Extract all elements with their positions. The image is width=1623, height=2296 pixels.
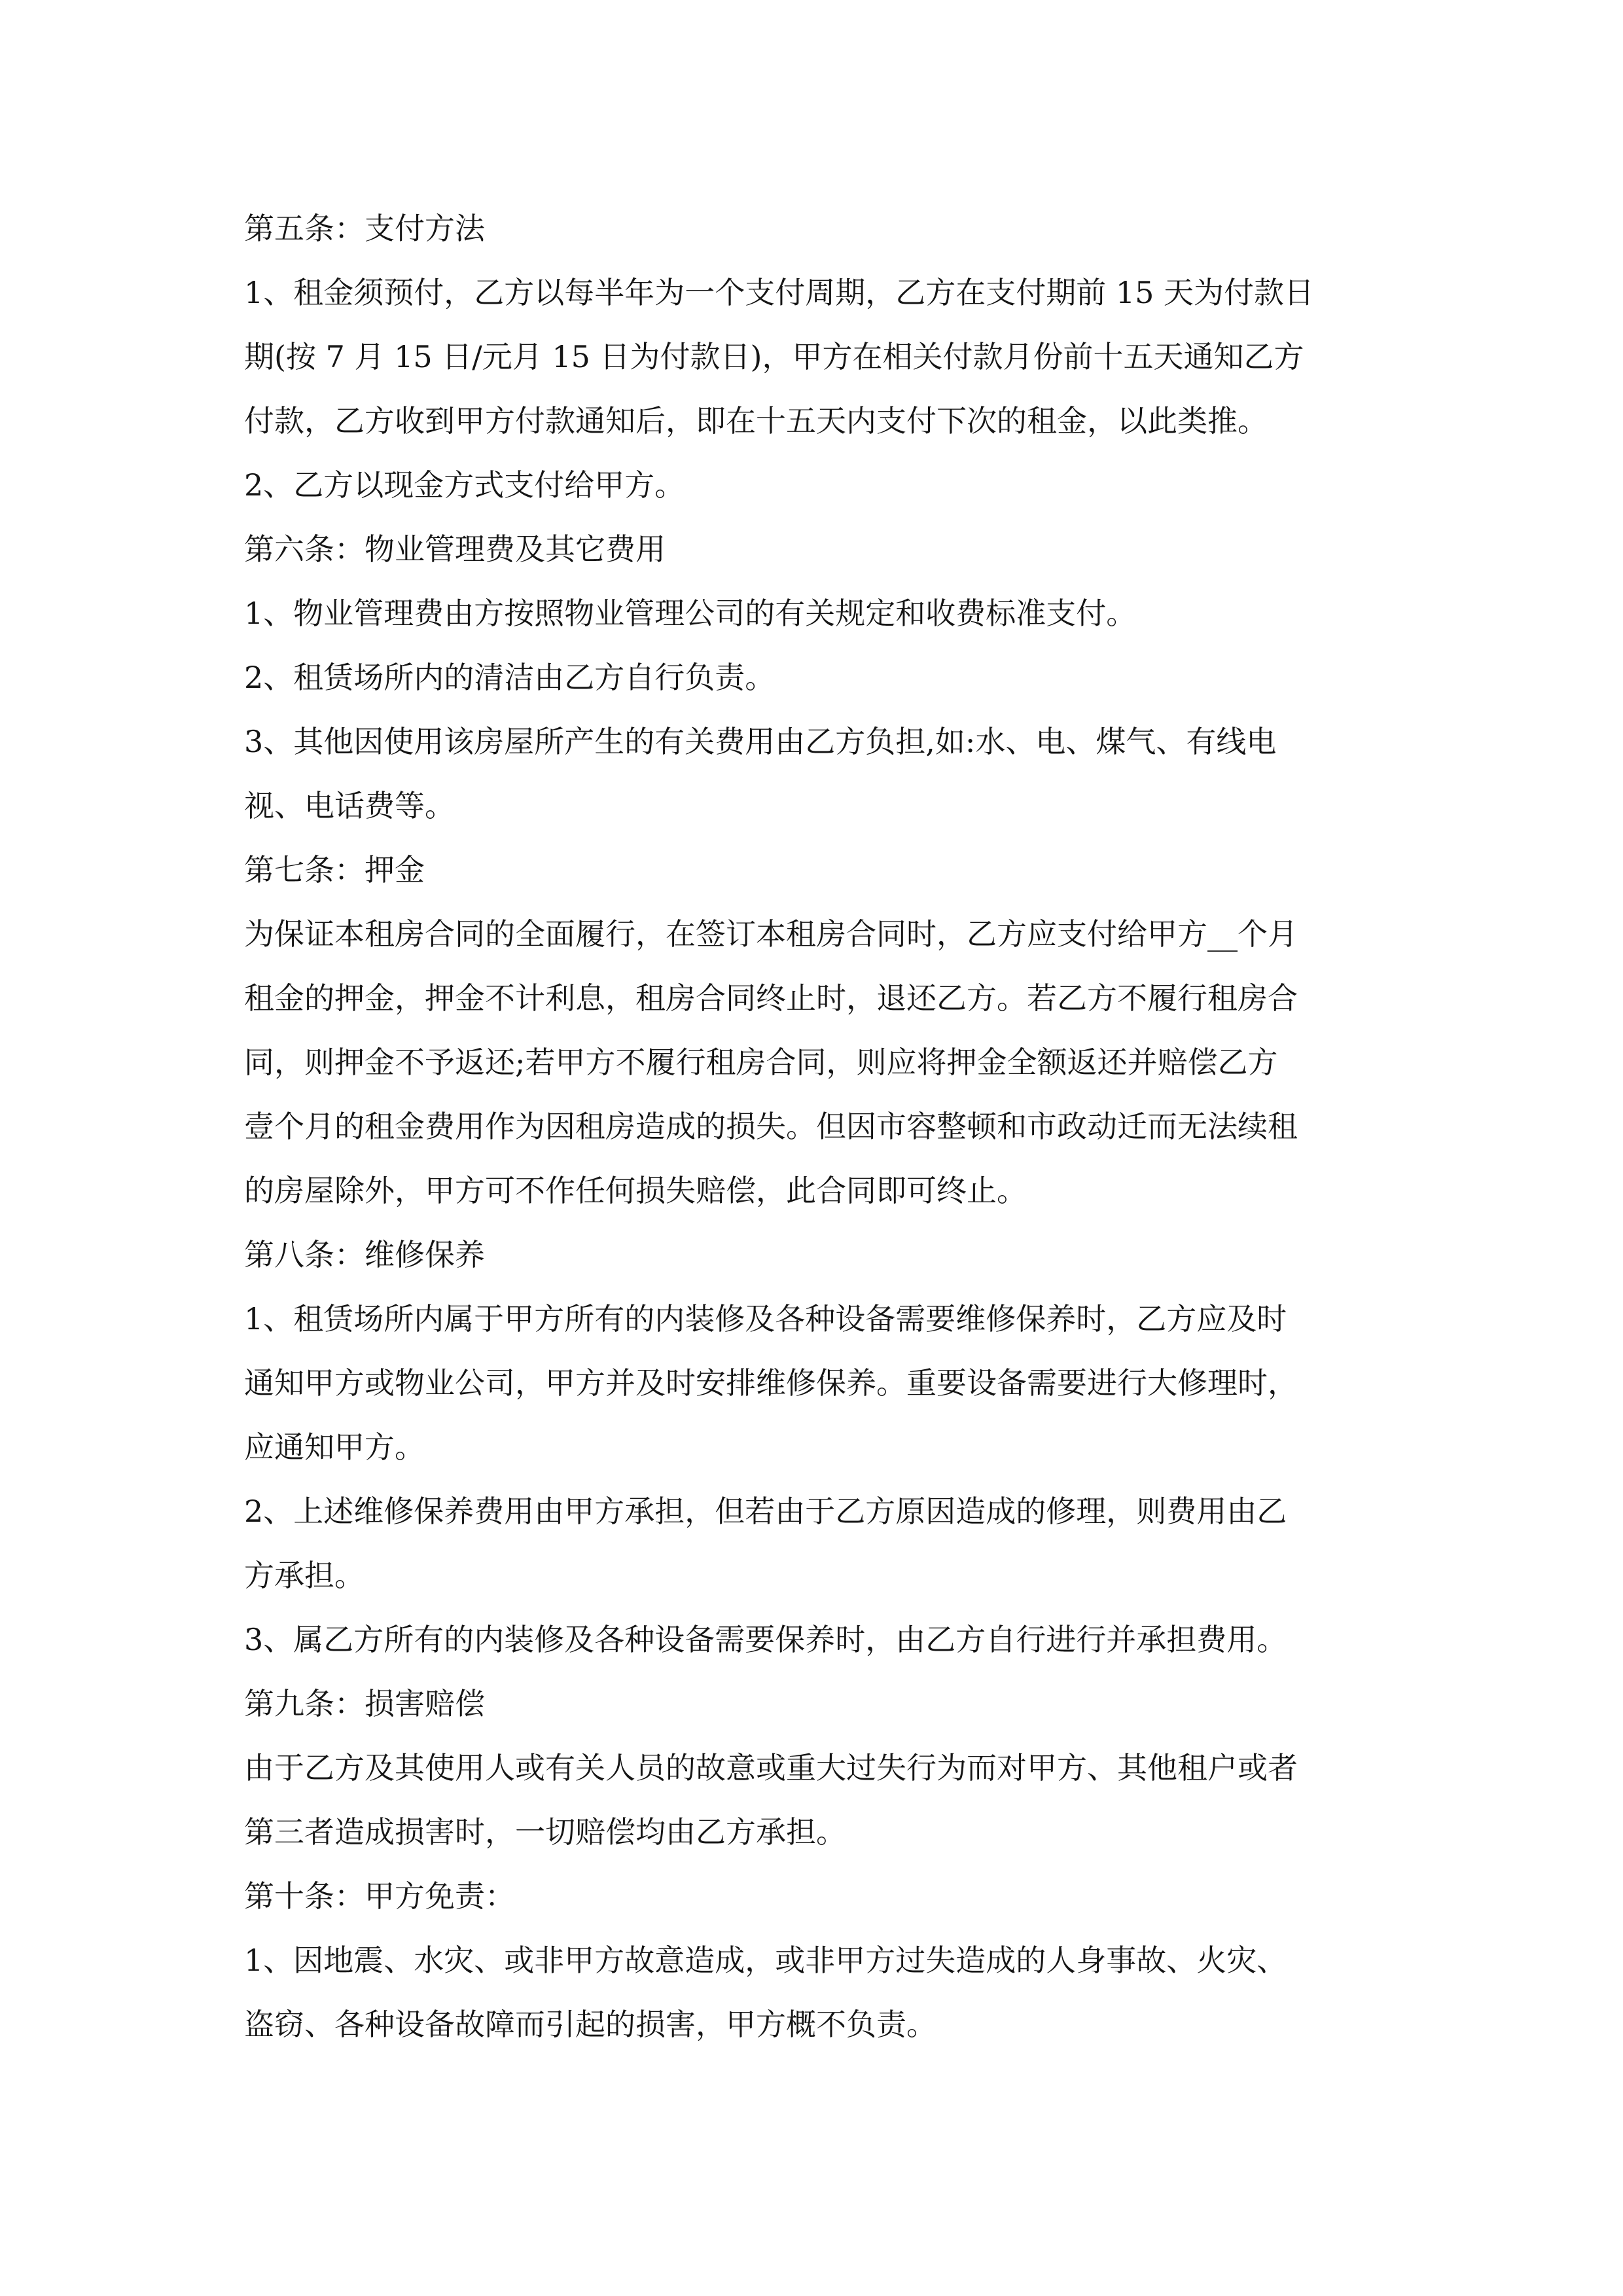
paragraph-line: 由于乙方及其使用人或有关人员的故意或重大过失行为而对甲方、其他租户或者	[244, 1750, 1298, 1785]
paragraph-line: 视、电话费等。	[244, 788, 455, 823]
document-body	[244, 196, 1386, 2056]
paragraph-line: 同，则押金不予返还;若甲方不履行租房合同，则应将押金全额返还并赔偿乙方	[244, 1045, 1278, 1080]
paragraph-line: 付款，乙方收到甲方付款通知后，即在十五天内支付下次的租金，以此类推。	[244, 403, 1268, 439]
paragraph-line: 壹个月的租金费用作为因租房造成的损失。但因市容整顿和市政动迁而无法续租	[244, 1109, 1298, 1144]
paragraph-line: 方承担。	[244, 1558, 365, 1593]
paragraph-line: 1、租赁场所内属于甲方所有的内装修及各种设备需要维修保养时，乙方应及时	[244, 1301, 1287, 1336]
heading-article-5: 第五条：支付方法	[244, 211, 485, 246]
paragraph-line: 2、上述维修保养费用由甲方承担，但若由于乙方原因造成的修理，则费用由乙	[244, 1494, 1287, 1529]
heading-article-9: 第九条：损害赔偿	[244, 1686, 485, 1721]
heading-article-6: 第六条：物业管理费及其它费用	[244, 531, 666, 567]
paragraph-line: 3、属乙方所有的内装修及各种设备需要保养时，由乙方自行进行并承担费用。	[244, 1622, 1287, 1657]
paragraph-line: 盗窃、各种设备故障而引起的损害，甲方概不负责。	[244, 2007, 936, 2042]
paragraph-line: 租金的押金，押金不计利息，租房合同终止时，退还乙方。若乙方不履行租房合	[244, 980, 1298, 1016]
paragraph-line: 的房屋除外，甲方可不作任何损失赔偿，此合同即可终止。	[244, 1173, 1027, 1208]
heading-article-8: 第八条：维修保养	[244, 1237, 485, 1272]
paragraph-line: 1、租金须预付，乙方以每半年为一个支付周期，乙方在支付期前 15 天为付款日	[244, 275, 1315, 310]
paragraph-line: 1、因地震、水灾、或非甲方故意造成，或非甲方过失造成的人身事故、火灾、	[244, 1943, 1287, 1978]
paragraph-line: 为保证本租房合同的全面履行，在签订本租房合同时，乙方应支付给甲方__个月	[244, 916, 1298, 952]
paragraph-line: 第三者造成损害时，一切赔偿均由乙方承担。	[244, 1814, 846, 1850]
paragraph-line: 期(按 7 月 15 日/元月 15 日为付款日)，甲方在相关付款月份前十五天通知乙方	[244, 339, 1304, 374]
heading-article-7: 第七条：押金	[244, 852, 425, 888]
paragraph-line: 应通知甲方。	[244, 1429, 425, 1465]
paragraph-line: 1、物业管理费由方按照物业管理公司的有关规定和收费标准支付。	[244, 596, 1137, 631]
paragraph-line: 3、其他因使用该房屋所产生的有关费用由乙方负担,如:水、电、煤气、有线电	[244, 724, 1277, 759]
paragraph-line: 2、乙方以现金方式支付给甲方。	[244, 467, 685, 503]
paragraph-line: 2、租赁场所内的清洁由乙方自行负责。	[244, 660, 776, 695]
heading-article-10: 第十条：甲方免责：	[244, 1878, 515, 1914]
paragraph-line: 通知甲方或物业公司，甲方并及时安排维修保养。重要设备需要进行大修理时，	[244, 1365, 1298, 1401]
